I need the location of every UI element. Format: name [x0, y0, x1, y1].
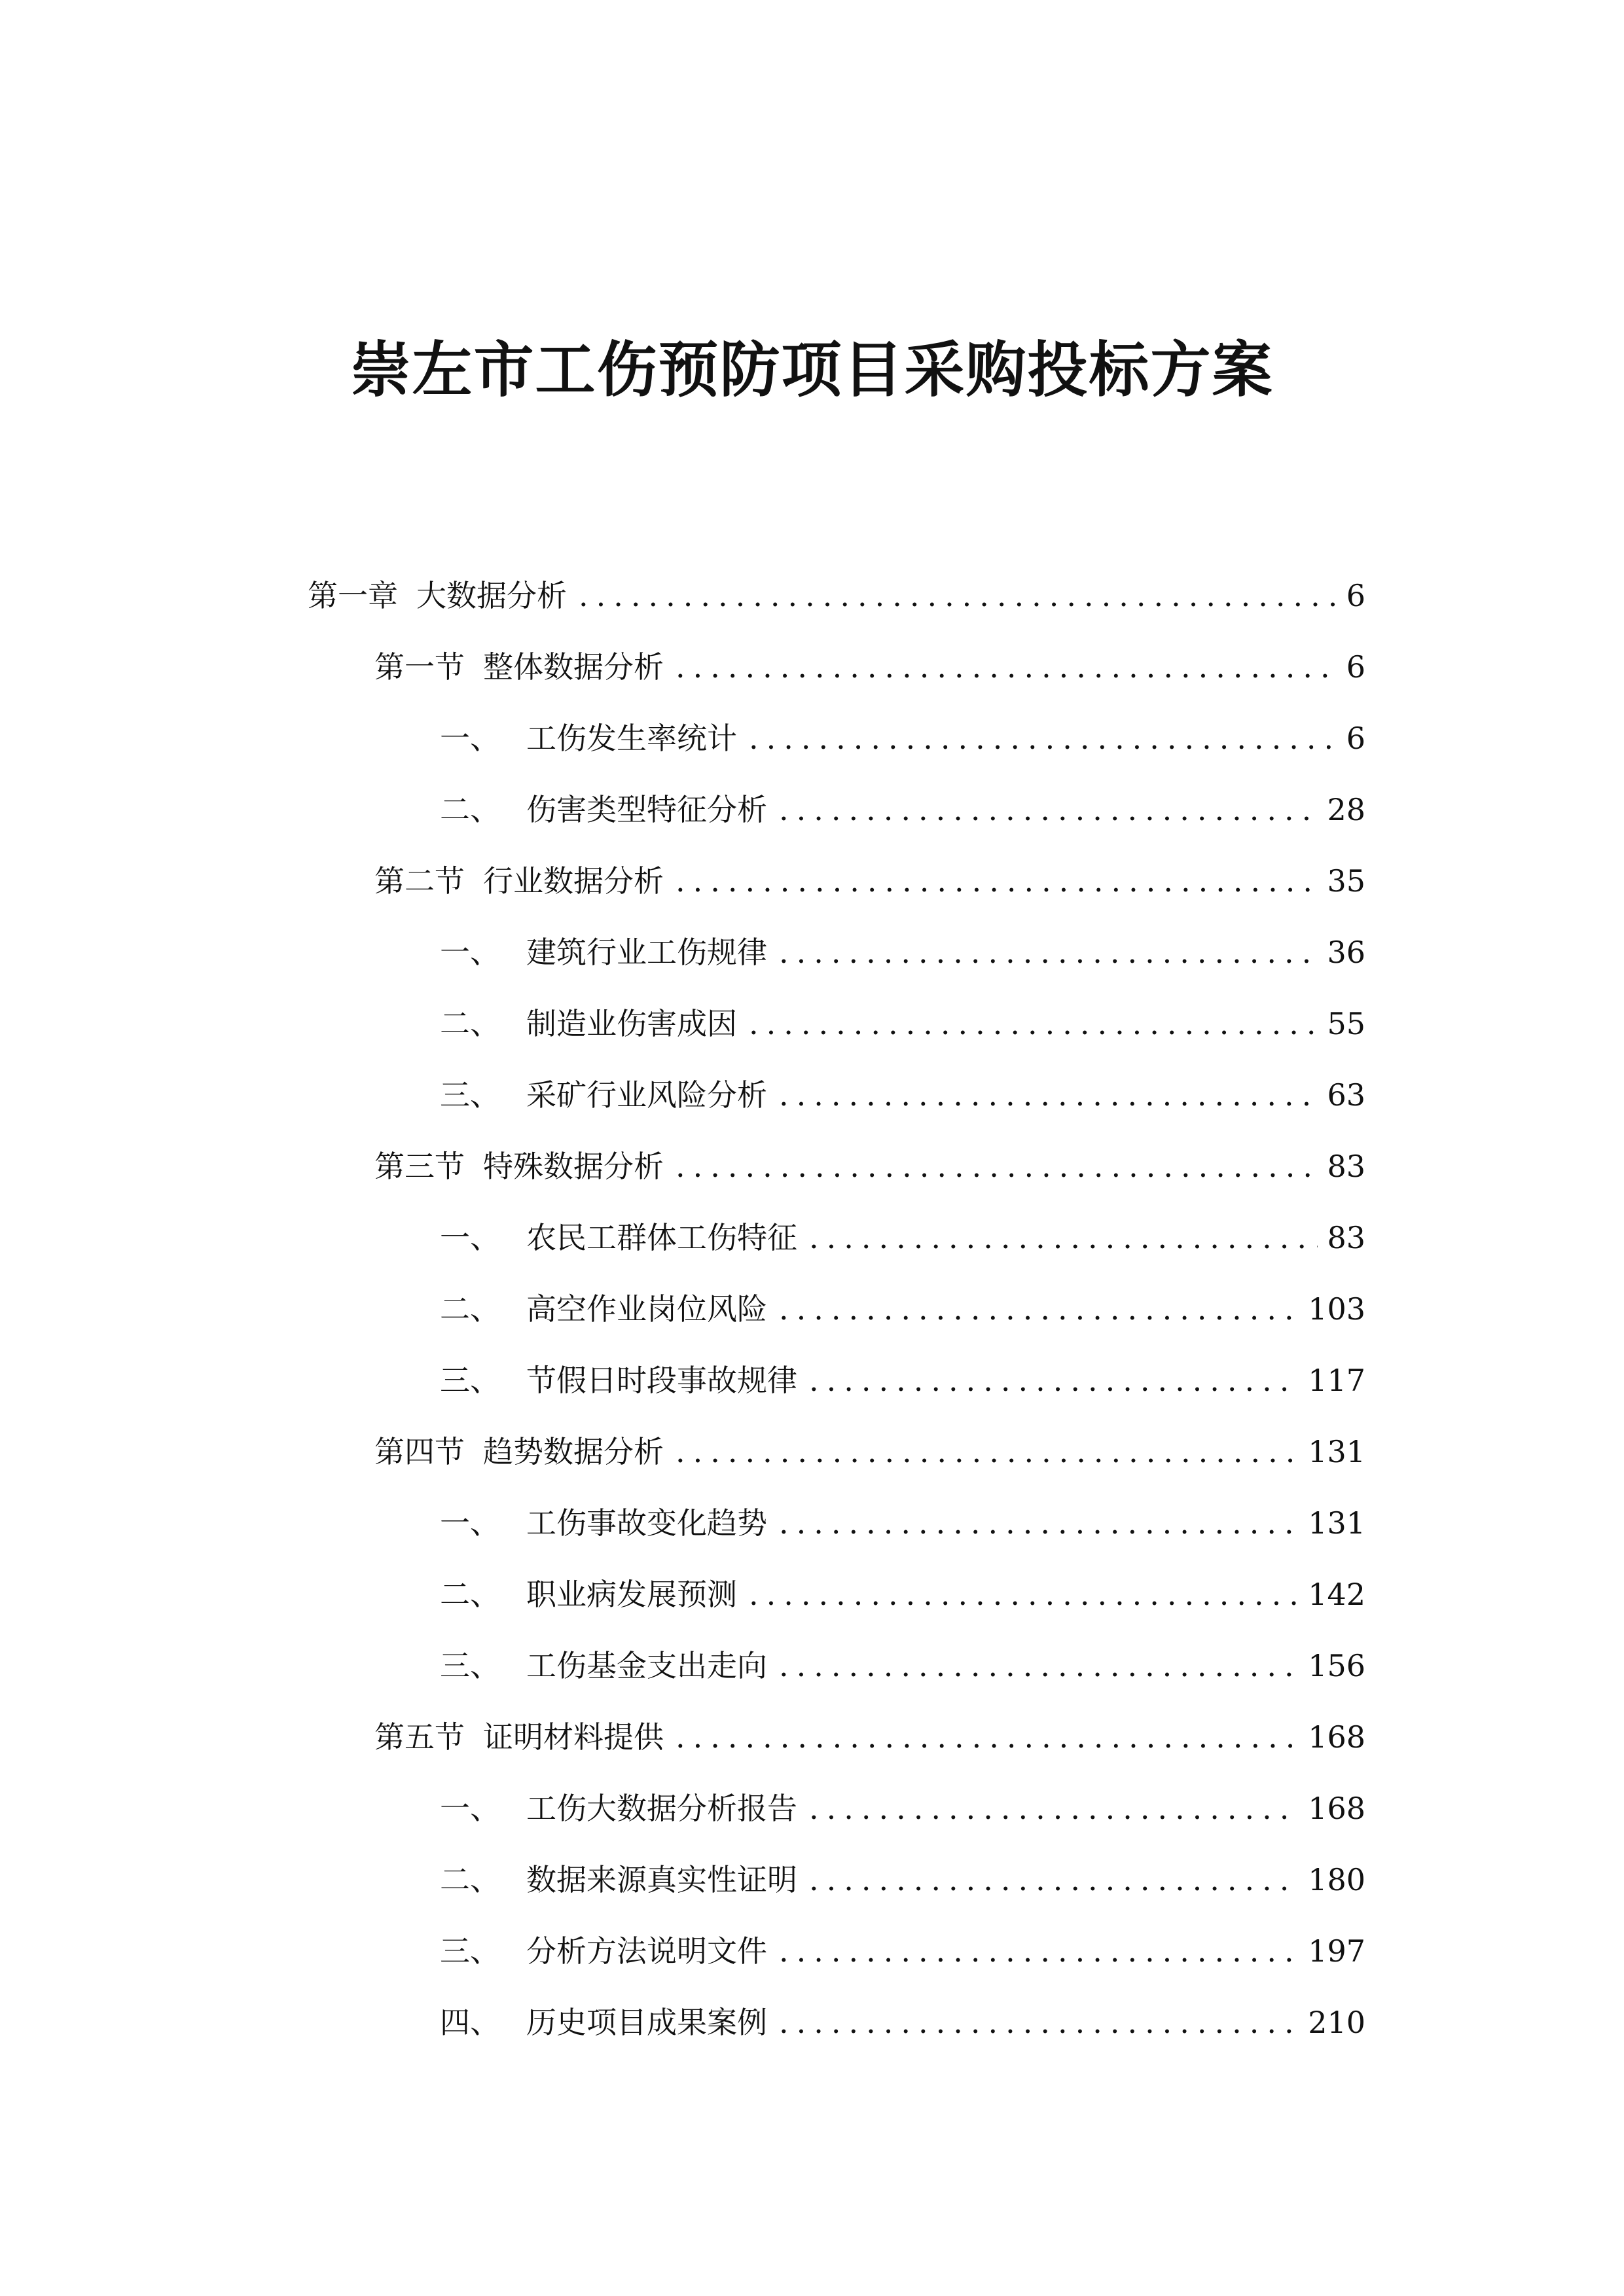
toc-entry[interactable]	[440, 926, 1365, 978]
toc-entry-prefix: 二、	[440, 1006, 500, 1041]
toc-entry[interactable]	[440, 1568, 1365, 1621]
toc-dot-leader	[779, 1925, 1299, 1977]
toc-page-number: 142	[1308, 1577, 1365, 1612]
toc-entry-prefix: 第五节	[374, 1719, 465, 1755]
toc-page-number: 63	[1327, 1077, 1365, 1113]
document-title: 崇左市工伤预防项目采购投标方案	[350, 334, 1274, 405]
toc-entry-prefix: 一、	[440, 721, 500, 756]
toc-entry[interactable]	[374, 1426, 1365, 1478]
toc-page-number: 55	[1327, 1006, 1365, 1041]
toc-dot-leader	[676, 1711, 1299, 1763]
toc-entry-prefix: 一、	[440, 1220, 500, 1255]
toc-entry[interactable]	[374, 641, 1365, 693]
toc-entry[interactable]	[374, 1140, 1365, 1193]
toc-entry[interactable]	[440, 1996, 1365, 2049]
toc-entry-label: 趋势数据分析	[483, 1434, 664, 1469]
toc-entry-label: 采矿行业风险分析	[526, 1077, 767, 1113]
toc-entry[interactable]	[440, 783, 1365, 836]
toc-dot-leader	[779, 783, 1318, 836]
toc-dot-leader	[749, 712, 1337, 764]
toc-entry-prefix: 一、	[440, 1791, 500, 1826]
toc-entry[interactable]	[440, 997, 1365, 1050]
toc-entry[interactable]	[440, 1497, 1365, 1549]
toc-entry-label: 制造业伤害成因	[526, 1006, 737, 1041]
toc-page-number: 197	[1308, 1933, 1365, 1969]
toc-entry-prefix: 第四节	[374, 1434, 465, 1469]
toc-dot-leader	[676, 855, 1318, 907]
toc-entry-label: 高空作业岗位风险	[526, 1291, 767, 1327]
toc-dot-leader	[676, 1426, 1299, 1478]
toc-entry-label: 建筑行业工伤规律	[526, 935, 767, 970]
toc-page-number: 6	[1346, 578, 1365, 613]
toc-entry-label: 职业病发展预测	[526, 1577, 737, 1612]
toc-page-number: 6	[1346, 649, 1365, 685]
toc-dot-leader	[749, 997, 1318, 1050]
toc-entry[interactable]	[440, 1925, 1365, 1977]
toc-dot-leader	[779, 1069, 1318, 1121]
toc-entry-label: 工伤基金支出走向	[526, 1648, 767, 1683]
toc-entry-label: 伤害类型特征分析	[526, 792, 767, 827]
toc-entry-prefix: 二、	[440, 1291, 500, 1327]
toc-page-number: 6	[1346, 721, 1365, 756]
toc-entry-prefix: 一、	[440, 1505, 500, 1541]
toc-entry[interactable]	[440, 1069, 1365, 1121]
toc-entry-label: 特殊数据分析	[483, 1149, 664, 1184]
toc-entry-prefix: 二、	[440, 1577, 500, 1612]
toc-entry[interactable]	[440, 1211, 1365, 1264]
toc-dot-leader	[809, 1211, 1318, 1264]
toc-entry[interactable]	[440, 1640, 1365, 1692]
toc-entry[interactable]	[440, 1283, 1365, 1335]
toc-entry-prefix: 四、	[440, 2005, 500, 2040]
toc-entry-label: 历史项目成果案例	[526, 2005, 767, 2040]
toc-dot-leader	[779, 1640, 1299, 1692]
toc-entry-prefix: 二、	[440, 1862, 500, 1897]
toc-entry-prefix: 第二节	[374, 863, 465, 899]
toc-dot-leader	[809, 1354, 1299, 1407]
toc-entry-label: 行业数据分析	[483, 863, 664, 899]
toc-dot-leader	[809, 1782, 1299, 1835]
toc-page-number: 131	[1308, 1505, 1365, 1541]
toc-entry-label: 证明材料提供	[483, 1719, 664, 1755]
toc-dot-leader	[779, 1996, 1299, 2049]
toc-entry-prefix: 第三节	[374, 1149, 465, 1184]
toc-entry-label: 工伤事故变化趋势	[526, 1505, 767, 1541]
toc-page-number: 83	[1327, 1149, 1365, 1184]
toc-dot-leader	[749, 1568, 1299, 1621]
toc-page-number: 83	[1327, 1220, 1365, 1255]
toc-entry-prefix: 二、	[440, 792, 500, 827]
toc-entry-prefix: 三、	[440, 1077, 500, 1113]
toc-entry-prefix: 一、	[440, 935, 500, 970]
toc-entry[interactable]	[374, 1711, 1365, 1763]
toc-page-number: 168	[1308, 1791, 1365, 1826]
toc-entry-label: 节假日时段事故规律	[526, 1363, 797, 1398]
toc-dot-leader	[809, 1854, 1299, 1906]
toc-page-number: 103	[1308, 1291, 1365, 1327]
toc-entry-prefix: 三、	[440, 1363, 500, 1398]
toc-entry[interactable]	[440, 1354, 1365, 1407]
toc-entry-label: 整体数据分析	[483, 649, 664, 685]
toc-entry-label: 分析方法说明文件	[526, 1933, 767, 1969]
toc-page-number: 28	[1327, 792, 1365, 827]
toc-page-number: 35	[1327, 863, 1365, 899]
toc-entry[interactable]	[440, 1854, 1365, 1906]
toc-dot-leader	[779, 926, 1318, 978]
toc-page-number: 210	[1308, 2005, 1365, 2040]
toc-entry-prefix: 三、	[440, 1933, 500, 1969]
toc-dot-leader	[676, 1140, 1318, 1193]
toc-entry[interactable]	[308, 569, 1365, 622]
toc-page-number: 36	[1327, 935, 1365, 970]
toc-entry-label: 农民工群体工伤特征	[526, 1220, 797, 1255]
toc-entry-prefix: 第一章	[308, 578, 398, 613]
toc-page-number: 180	[1308, 1862, 1365, 1897]
toc-dot-leader	[676, 641, 1337, 693]
toc-entry-label: 大数据分析	[416, 578, 567, 613]
toc-entry[interactable]	[440, 712, 1365, 764]
toc-entry-label: 工伤大数据分析报告	[526, 1791, 797, 1826]
toc-entry-prefix: 三、	[440, 1648, 500, 1683]
toc-entry-label: 工伤发生率统计	[526, 721, 737, 756]
toc-dot-leader	[779, 1283, 1299, 1335]
toc-entry[interactable]	[440, 1782, 1365, 1835]
toc-page-number: 131	[1308, 1434, 1365, 1469]
toc-page-number: 117	[1308, 1363, 1365, 1398]
toc-page-number: 168	[1308, 1719, 1365, 1755]
toc-entry[interactable]	[374, 855, 1365, 907]
toc-page-number: 156	[1308, 1648, 1365, 1683]
toc-dot-leader	[779, 1497, 1299, 1549]
toc-entry-prefix: 第一节	[374, 649, 465, 685]
toc-entry-label: 数据来源真实性证明	[526, 1862, 797, 1897]
toc-dot-leader	[579, 569, 1337, 622]
